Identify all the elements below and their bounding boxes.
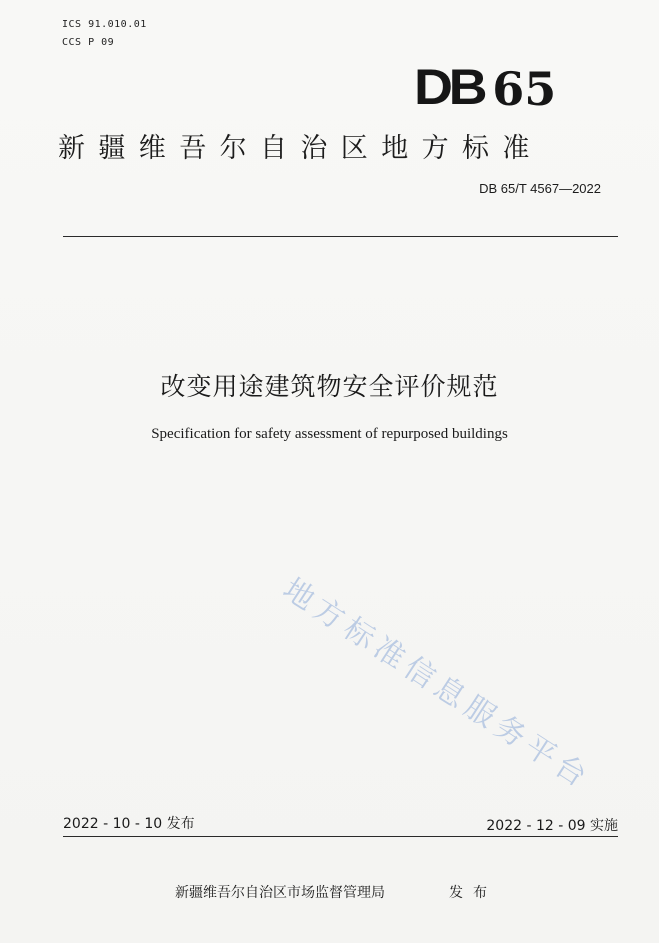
- top-divider: [63, 236, 618, 237]
- issue-date: 2022 - 10 - 10 发布: [63, 816, 195, 832]
- bottom-divider: [63, 836, 618, 837]
- document-title-chinese: 改变用途建筑物安全评价规范: [160, 372, 499, 401]
- standard-number: DB 65/T 4567—2022: [479, 181, 601, 196]
- ccs-code: CCS P 09: [62, 37, 115, 48]
- watermark-text: 地方标准信息服务平台: [276, 571, 598, 798]
- logo-db-text: DB: [414, 59, 484, 115]
- ics-code: ICS 91.010.01: [62, 19, 147, 30]
- standard-category-title: 新疆维吾尔自治区地方标准: [58, 133, 543, 164]
- implementation-date: 2022 - 12 - 09 实施: [486, 818, 618, 834]
- logo-number-text: 65: [492, 62, 557, 116]
- publisher-name: 新疆维吾尔自治区市场监督管理局: [175, 885, 385, 901]
- publish-label: 发布: [449, 885, 497, 901]
- document-title-english: Specification for safety assessment of repurposed buildings: [151, 426, 508, 442]
- db65-logo: [414, 59, 564, 116]
